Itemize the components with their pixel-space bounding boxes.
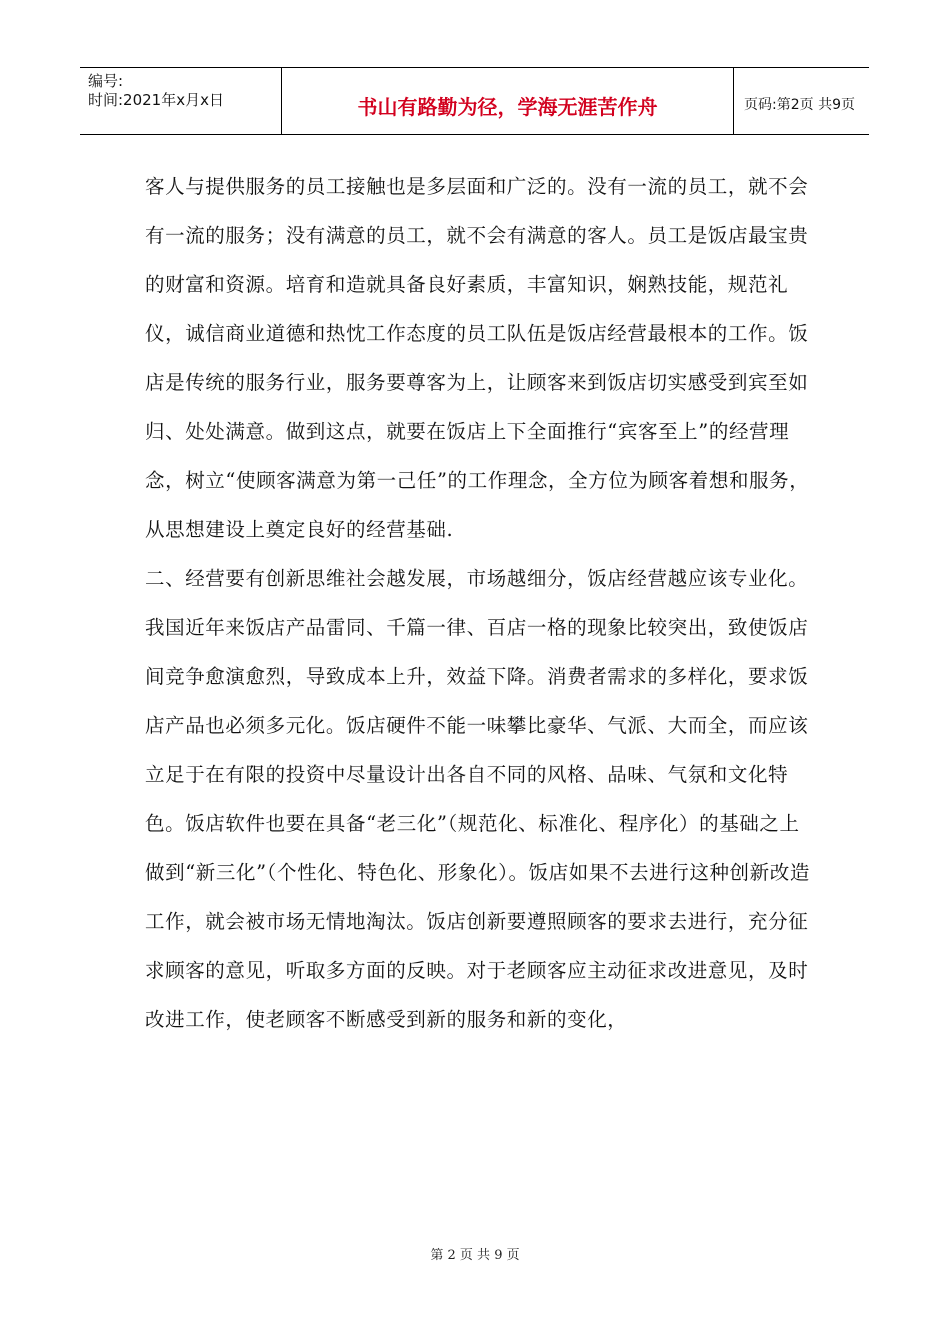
number-label: 编号:	[88, 72, 124, 90]
page-footer: 第 2 页 共 9 页	[430, 1248, 520, 1263]
paragraph: 我国近年来饭店产品雷同、千篇一律、百店一格的现象比较突出，致使饭店间竞争愈演愈烈，导致成本上升，效益下降。消费者需求的多样化，要求饭店产品也必须多元化。饭店硬件不能一味攀比豪华、气派、大而全，而应该立足于在有限的投资中尽量设计出各自不同的风格、品味、气氛和文化特色。饭店软件也要在具备“老三化”（规范化、标准化、程序化）的基础之上做到“新三化”（个性化、特色化、形象化）。饭店如果不去进行这种创新改造工作，就会被市场无情地淘汰。饭店创新要遵照顾客的要求去进行，充分征求顾客的意见，听取多方面的反映。对于老顾客应主动征求改进意见，及时改进工作，使老顾客不断感受到新的服务和新的变化，	[145, 616, 810, 1031]
paragraph: 二、经营要有创新思维社会越发展，市场越细分，饭店经营越应该专业化。	[145, 567, 809, 590]
paragraph: 客人与提供服务的员工接触也是多层面和广泛的。没有一流的员工，就不会有一流的服务；没有满意的员工，就不会有满意的客人。员工是饭店最宝贵的财富和资源。培育和造就具备良好素质，丰富知识，娴熟技能，规范礼仪，诚信商业道德和热忱工作态度的员工队伍是饭店经营最根本的工作。饭店是传统的服务行业，服务要尊客为上，让顾客来到饭店切实感受到宾至如归、处处满意。做到这点，就要在饭店上下全面推行“宾客至上”的经营理念，树立“使顾客满意为第一己任”的工作理念，全方位为顾客着想和服务，从思想建设上奠定良好的经营基础.	[145, 175, 810, 541]
document-body	[145, 162, 815, 1044]
document-header	[80, 67, 869, 135]
header-page-label: 页码:第2页 共9页	[744, 97, 855, 113]
time-label: 时间:2021年x月x日	[88, 91, 224, 109]
header-info	[80, 68, 282, 134]
header-slogan: 书山有路勤为径，学海无涯苦作舟	[282, 68, 734, 134]
